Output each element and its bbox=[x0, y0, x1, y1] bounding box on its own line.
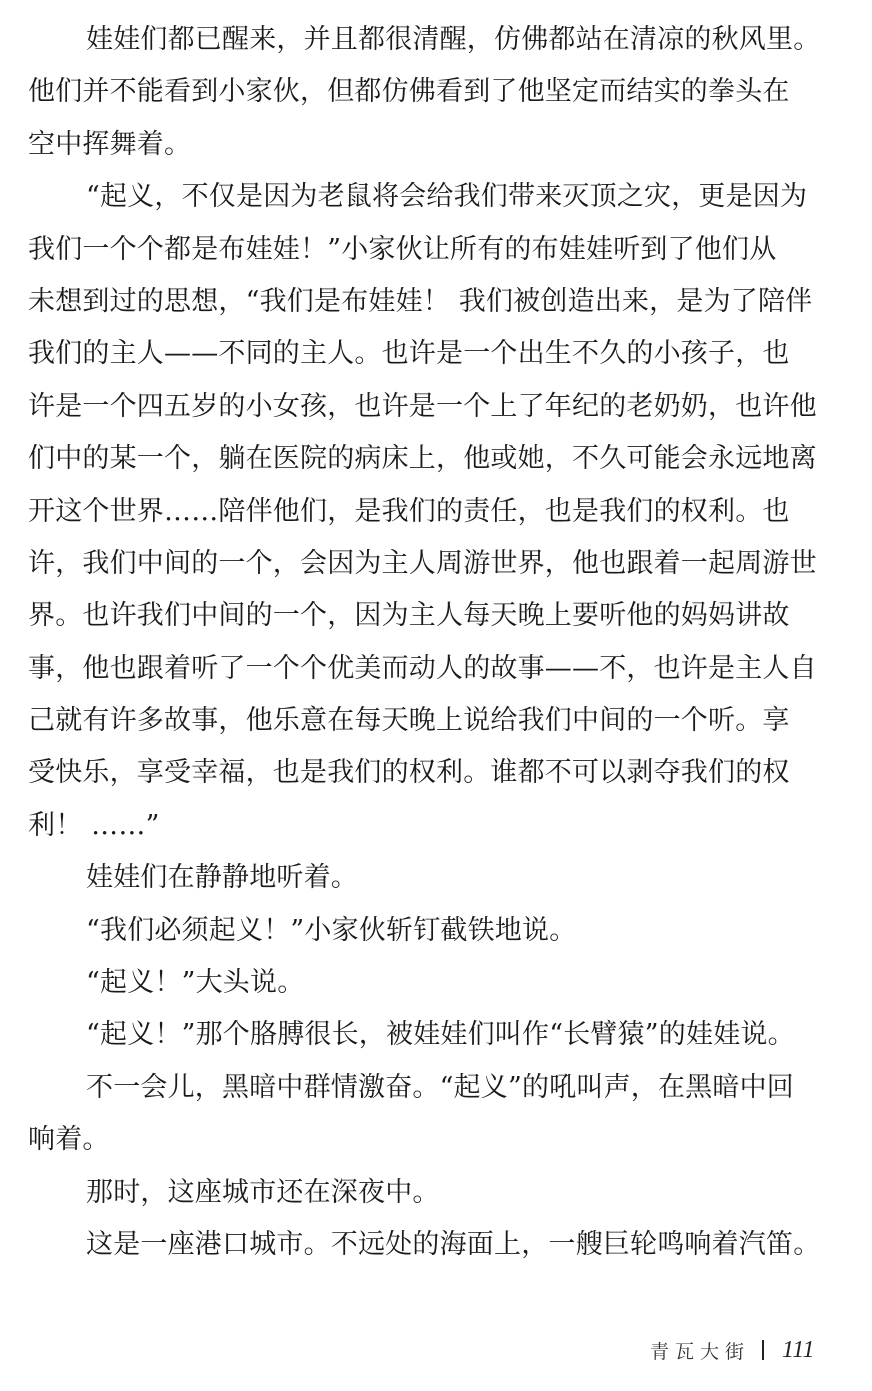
text-line: 界。也许我们中间的一个，因为主人每天晚上要听他的妈妈讲故 bbox=[28, 600, 790, 632]
page-footer bbox=[650, 1330, 814, 1370]
text-line: 开这个世界……陪伴他们，是我们的责任，也是我们的权利。也 bbox=[28, 495, 790, 527]
text-line: 事，他也跟着听了一个个优美而动人的故事——不，也许是主人自 bbox=[28, 652, 817, 684]
text-line: 许，我们中间的一个，会因为主人周游世界，他也跟着一起周游世 bbox=[28, 547, 817, 579]
text-line: “起义，不仅是因为老鼠将会给我们带来灭顶之灾，更是因为 bbox=[86, 181, 808, 213]
text-line: 己就有许多故事，他乐意在每天晚上说给我们中间的一个听。享 bbox=[28, 705, 790, 737]
text-line: “起义！”那个胳膊很长，被娃娃们叫作“长臂猿”的娃娃说。 bbox=[86, 1019, 795, 1051]
text-line: 我们一个个都是布娃娃！”小家伙让所有的布娃娃听到了他们从 bbox=[28, 233, 777, 265]
text-line: 许是一个四五岁的小女孩，也许是一个上了年纪的老奶奶，也许他 bbox=[28, 390, 817, 422]
text-line: 利！ ……” bbox=[28, 809, 160, 841]
text-line: 们中的某一个，躺在医院的病床上，他或她，不久可能会永远地离 bbox=[28, 443, 817, 475]
text-line: 娃娃们都已醒来，并且都很清醒，仿佛都站在清凉的秋风里。 bbox=[86, 24, 821, 55]
running-title: 青瓦大街 bbox=[650, 1340, 751, 1363]
text-line: 这是一座港口城市。不远处的海面上，一艘巨轮鸣响着汽笛。 bbox=[86, 1228, 821, 1260]
text-line: 响着。 bbox=[28, 1124, 110, 1156]
text-line: 娃娃们在静静地听着。 bbox=[86, 862, 358, 894]
page-number: 111 bbox=[782, 1336, 815, 1363]
text-line: “起义！”大头说。 bbox=[86, 967, 305, 999]
text-line: 不一会儿，黑暗中群情激奋。“起义”的吼叫声，在黑暗中回 bbox=[86, 1071, 795, 1103]
text-line: 受快乐，享受幸福，也是我们的权利。谁都不可以剥夺我们的权 bbox=[28, 757, 790, 789]
footer-divider bbox=[762, 1340, 764, 1360]
text-line: 那时，这座城市还在深夜中。 bbox=[86, 1176, 440, 1208]
text-line: 未想到过的思想，“我们是布娃娃！ 我们被创造出来，是为了陪伴 bbox=[28, 285, 813, 317]
page-body bbox=[28, 14, 844, 1271]
text-line: 空中挥舞着。 bbox=[28, 128, 192, 160]
text-line: “我们必须起义！”小家伙斩钉截铁地说。 bbox=[86, 914, 577, 946]
text-line: 我们的主人——不同的主人。也许是一个出生不久的小孩子，也 bbox=[28, 338, 790, 370]
text-line: 他们并不能看到小家伙，但都仿佛看到了他坚定而结实的拳头在 bbox=[28, 76, 790, 108]
